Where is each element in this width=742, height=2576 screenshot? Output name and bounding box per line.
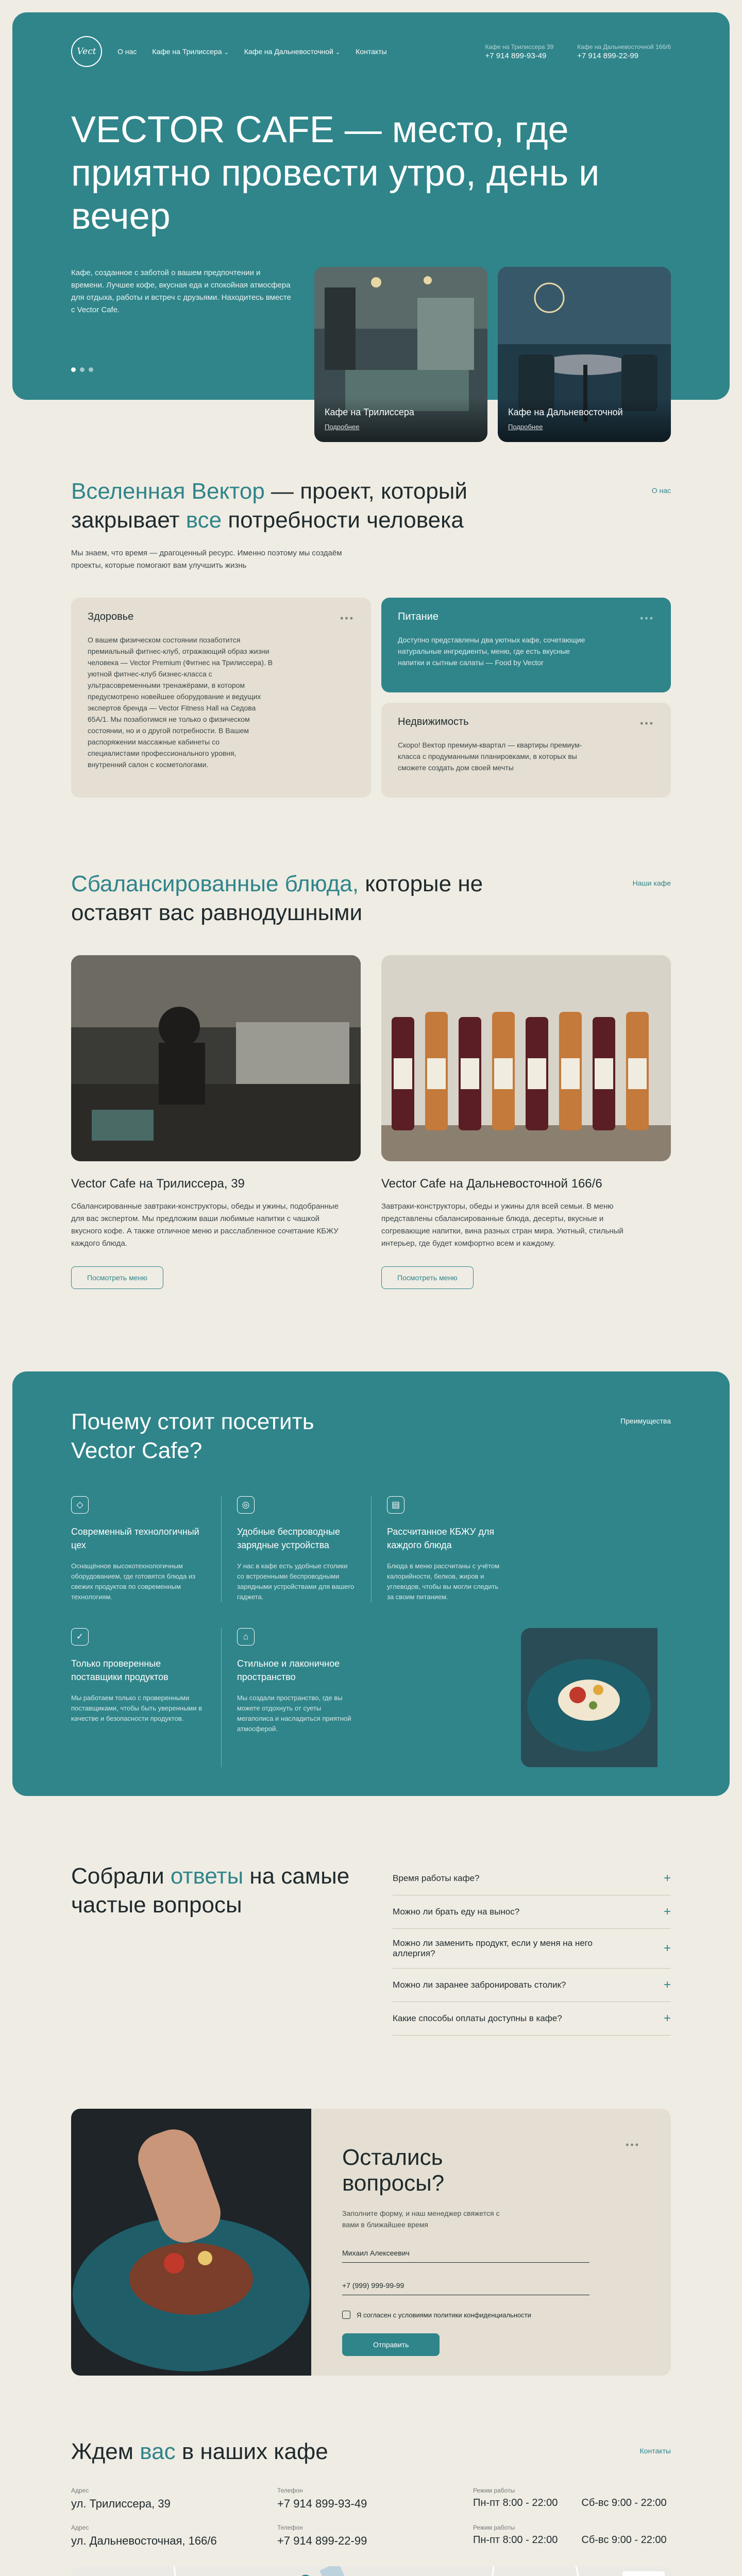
hero-bottom <box>71 267 671 442</box>
faq-title <box>71 1862 360 2036</box>
contact-label: Кафе на Трилиссера 39 <box>485 43 554 50</box>
contact-phone[interactable]: +7 914 899-93-49 <box>485 52 547 60</box>
faq-question: Можно ли заменить продукт, если у меня на него аллергия? <box>393 1938 593 1958</box>
health-card <box>71 598 371 798</box>
phone-cell <box>277 2487 473 2511</box>
title-accent: ответы <box>170 1863 244 1889</box>
dish-photo <box>521 1628 657 1767</box>
feature-item <box>371 1496 521 1602</box>
feature-title: Современный технологичный цех <box>71 1527 199 1550</box>
feature-spacer <box>371 1628 521 1767</box>
hero-text: Кафе, созданное с заботой о вашем предпочтении и времени. Лучшее кофе, вкусная еда и спокойная атмосфера для отдыха, работы и встреч с друзьями. Находитесь вместе с Vector Cafe. <box>71 268 291 314</box>
faq-section <box>0 1862 742 2036</box>
more-icon[interactable]: ••• <box>340 613 355 623</box>
card-title: Кафе на Трилиссера <box>325 407 414 417</box>
name-field[interactable]: Михаил Алексеевич <box>342 2241 589 2263</box>
card-title: Здоровье <box>88 611 134 622</box>
feature-item <box>221 1628 371 1767</box>
chevron-down-icon: ⌄ <box>224 49 229 56</box>
faq-question: Время работы кафе? <box>393 1873 480 1883</box>
dish-image <box>71 2109 311 2376</box>
card-title: Кафе на Дальневосточной <box>508 407 623 417</box>
feature-item <box>71 1628 221 1767</box>
plus-icon[interactable]: + <box>663 2011 671 2025</box>
hero-title: VECTOR CAFE — место, где приятно провести утро, день и вечер <box>71 109 600 237</box>
why-section <box>12 1371 730 1796</box>
contact-form <box>311 2109 671 2376</box>
contacts-link[interactable]: Контакты <box>639 2447 671 2455</box>
syrups-image <box>381 955 671 1161</box>
menu-cards <box>71 955 671 1289</box>
card-title: Недвижимость <box>398 716 469 727</box>
nav-about[interactable]: О нас <box>117 47 137 56</box>
dish-image <box>521 1628 671 1767</box>
menu-header <box>71 870 671 927</box>
why-link[interactable]: Преимущества <box>620 1417 671 1425</box>
map-canvas[interactable] <box>71 2566 671 2576</box>
hero-card-dalnevostochnaya[interactable] <box>498 267 671 442</box>
more-icon: ••• <box>626 2140 640 2150</box>
about-lead: Мы знаем, что время — драгоценный ресурс. Именно поэтому мы создаём проекты, которые помогают вам улучшить жизнь <box>71 549 342 570</box>
contact-phone[interactable]: +7 914 899-22-99 <box>577 52 639 60</box>
features-grid <box>71 1496 671 1767</box>
property-card <box>381 703 671 798</box>
menu-card-title: Vector Cafe на Дальневосточной 166/6 <box>381 1177 602 1191</box>
title-part: которые не оставят вас равнодушными <box>71 871 483 925</box>
hours-cell <box>473 2524 671 2548</box>
faq-list <box>393 1862 671 2036</box>
hero-cards <box>314 267 671 442</box>
plus-icon[interactable]: + <box>663 1905 671 1919</box>
nav-contacts[interactable]: Контакты <box>356 47 387 56</box>
feature-title: Рассчитанное КБЖУ для каждого блюда <box>387 1527 495 1550</box>
feature-text: У нас в кафе есть удобные столики со встроенными беспроводными зарядными устройствами для вашего гаджета. <box>237 1562 355 1601</box>
top-nav <box>71 31 671 72</box>
barista-image <box>71 955 361 1161</box>
cell-label: Телефон <box>277 2487 303 2494</box>
hours-cell <box>473 2487 671 2511</box>
feature-text: Мы создали пространство, где вы можете отдохнуть от суеты мегаполиса и насладиться приятной атмосферой. <box>237 1694 351 1733</box>
faq-item[interactable] <box>393 1929 671 1969</box>
contact-form-section <box>0 2109 742 2376</box>
checkbox-icon[interactable] <box>342 2311 350 2319</box>
about-section <box>0 477 742 798</box>
faq-item[interactable] <box>393 2002 671 2036</box>
shield-icon: ✓ <box>71 1628 89 1646</box>
menu-section <box>0 870 742 1289</box>
contacts-title <box>71 2437 328 2466</box>
syrups-photo <box>381 955 671 1161</box>
view-menu-button[interactable]: Посмотреть меню <box>381 1266 474 1289</box>
about-link[interactable]: О нас <box>651 486 671 495</box>
slider-dot[interactable] <box>80 367 85 372</box>
feature-item <box>221 1496 371 1602</box>
form-wrap <box>71 2109 671 2376</box>
cell-label: Режим работы <box>473 2487 515 2494</box>
charger-icon: ◎ <box>237 1496 255 1514</box>
address-cell <box>71 2487 277 2511</box>
card-title: Питание <box>398 611 439 622</box>
more-icon[interactable]: ••• <box>640 718 654 728</box>
cell-label: Режим работы <box>473 2524 515 2531</box>
title-part: в наших кафе <box>175 2439 328 2464</box>
header-contact-1 <box>485 42 554 61</box>
consent-label: Я согласен с условиями политики конфиденциальности <box>357 2311 531 2319</box>
title-part: на самые частые вопросы <box>71 1863 350 1918</box>
why-header <box>71 1408 671 1465</box>
phone-field[interactable]: +7 (999) 999-99-99 <box>342 2273 589 2295</box>
hours-values <box>473 2534 671 2546</box>
slider-dot[interactable] <box>71 367 76 372</box>
faq-item[interactable] <box>393 1969 671 2002</box>
hero-section <box>12 12 730 431</box>
title-part: Ждем <box>71 2439 140 2464</box>
faq-item[interactable] <box>393 1895 671 1929</box>
food-card <box>381 598 671 692</box>
phone-value[interactable]: +7 914 899-93-49 <box>277 2497 367 2510</box>
why-title: Почему стоит посетить Vector Cafe? <box>71 1409 314 1463</box>
nav-dalnevostochnaya[interactable] <box>244 47 340 56</box>
contacts-header <box>71 2437 671 2466</box>
consent-checkbox[interactable] <box>342 2311 640 2319</box>
phone-cell <box>277 2524 473 2548</box>
hours-values <box>473 2497 671 2509</box>
about-grid <box>71 598 671 798</box>
title-part: — проект, который закрывает <box>71 479 468 533</box>
feature-spacer <box>521 1496 671 1602</box>
card-link[interactable]: Подробнее <box>508 423 543 431</box>
faq-item[interactable] <box>393 1862 671 1895</box>
map[interactable] <box>71 2566 671 2576</box>
nutrition-icon: ▤ <box>387 1496 404 1514</box>
feature-text: Блюда в меню рассчитаны с учётом калорийности, белков, жиров и углеводов, чтобы вы могли следить за своим питанием. <box>387 1562 500 1601</box>
contact-label: Кафе на Дальневосточной 166/6 <box>577 43 671 50</box>
menu-card-text: Завтраки-конструкторы, обеды и ужины для всей семьи. В меню представлены сбалансированные блюда, десерты, вкусные и согревающие напитки, вина разных стран мира. Уютный, стильный интерьер, где будет комфортно всем и каждому. <box>381 1202 623 1248</box>
card-text: Скоро! Вектор премиум-квартал — квартиры премиум-класса с продуманными планировками, в которых вы сможете создать дом своей мечты <box>398 741 582 772</box>
hours-weekend: Сб-вс 9:00 - 22:00 <box>581 2534 667 2546</box>
hero-card-trilissera[interactable] <box>314 267 487 442</box>
hours-weekend: Сб-вс 9:00 - 22:00 <box>581 2497 667 2509</box>
nav-trilissera[interactable] <box>152 47 228 56</box>
card-caption <box>314 398 487 442</box>
menu-card-trilissera <box>71 955 361 1289</box>
card-text: О вашем физическом состоянии позаботится премиальный фитнес-клуб, отражающий образ жизни человека — Vector Premium (Фитнес на Трилиссера). В уютной фитнес-клуб бизнес-класса с ультрасовременными тренажёрами, в котором предусмотрено новейшее оборудование и ведущих экспертов бренда — Vector Fitness Hall на Седова 65А/1. Мы позаботимся не только о физическом состоянии, но и о другой потребности. В Вашем распоряжении массажные кабинеты со специалистами профессионального уровня, внутренний салон с косметологами. <box>88 636 273 769</box>
title-accent: Вселенная Вектор <box>71 479 265 504</box>
form-subtitle: Заполните форму, и наш менеджер свяжется с вами в ближайшее время <box>342 2209 500 2229</box>
address-value: ул. Трилиссера, 39 <box>71 2497 171 2510</box>
feature-text: Оснащённое высокотехнологичным оборудованием, где готовятся блюда из свежих продуктов по современным технологиям. <box>71 1562 196 1601</box>
logo[interactable]: Vect <box>71 36 102 67</box>
about-title <box>71 477 514 535</box>
contacts-section <box>0 2437 742 2576</box>
feature-title: Удобные беспроводные зарядные устройства <box>237 1527 340 1550</box>
title-accent: вас <box>140 2439 176 2464</box>
slider-dot[interactable] <box>89 367 93 372</box>
nav-trilissera-label: Кафе на Трилиссера <box>152 47 222 56</box>
about-right-column <box>381 598 671 798</box>
hours-weekday: Пн-пт 8:00 - 22:00 <box>473 2497 558 2509</box>
plus-icon[interactable]: + <box>663 1871 671 1885</box>
hours-weekday: Пн-пт 8:00 - 22:00 <box>473 2534 558 2546</box>
menu-card-text: Сбалансированные завтраки-конструкторы, обеды и ужины, подобранные для вас экспертом. Мы предложим ваши любимые напитки с чашкой вкусного кофе. А также отличное меню и расслабленное сочетание КБЖУ каждого блюда. <box>71 1202 339 1248</box>
cell-label: Адрес <box>71 2524 89 2531</box>
menu-title <box>71 870 514 927</box>
about-header <box>71 477 671 535</box>
submit-button[interactable]: Отправить <box>342 2333 440 2356</box>
header-contact-2 <box>577 42 671 61</box>
header-contacts <box>485 42 671 61</box>
card-link[interactable]: Подробнее <box>325 423 360 431</box>
menu-card-title: Vector Cafe на Трилиссера, 39 <box>71 1177 245 1191</box>
feature-text: Мы работаем только с проверенными поставщиками, чтобы быть уверенными в качестве и безопасности продуктов. <box>71 1694 203 1722</box>
title-part: Собрали <box>71 1863 171 1889</box>
card-caption <box>498 398 671 442</box>
more-icon[interactable]: ••• <box>640 613 654 623</box>
cell-label: Адрес <box>71 2487 89 2494</box>
address-cell <box>71 2524 277 2548</box>
feature-title: Стильное и лаконичное пространство <box>237 1658 340 1682</box>
address-value: ул. Дальневосточная, 166/6 <box>71 2534 217 2547</box>
form-title: Остались вопросы? <box>342 2145 445 2196</box>
menu-card-dalnevostochnaya <box>381 955 671 1289</box>
space-icon: ⌂ <box>237 1628 255 1646</box>
plus-icon[interactable]: + <box>663 1978 671 1992</box>
nav-dalnevostochnaya-label: Кафе на Дальневосточной <box>244 47 334 56</box>
card-text: Доступно представлены два уютных кафе, сочетающие натуральные ингредиенты, меню, где есть вкусные напитки и сытные салаты — Food by Vector <box>398 636 585 667</box>
title-part: потребности человека <box>222 507 464 533</box>
faq-question: Можно ли заранее забронировать столик? <box>393 1980 566 1990</box>
contacts-table <box>71 2487 671 2548</box>
faq-question: Какие способы оплаты доступны в кафе? <box>393 2013 562 2023</box>
feature-title: Только проверенные поставщики продуктов <box>71 1658 168 1682</box>
title-accent: Сбалансированные блюда, <box>71 871 359 896</box>
faq-question: Можно ли брать еду на вынос? <box>393 1907 520 1917</box>
plating-photo <box>71 2109 311 2376</box>
workshop-icon: ◇ <box>71 1496 89 1514</box>
feature-item <box>71 1496 221 1602</box>
plus-icon[interactable]: + <box>663 1941 671 1955</box>
barista-photo <box>71 955 361 1161</box>
title-accent: все <box>185 507 222 533</box>
menu-link[interactable]: Наши кафе <box>632 879 671 887</box>
chevron-down-icon: ⌄ <box>335 49 341 56</box>
slider-dots[interactable] <box>71 367 93 372</box>
phone-value[interactable]: +7 914 899-22-99 <box>277 2534 367 2547</box>
cell-label: Телефон <box>277 2524 303 2531</box>
view-menu-button[interactable]: Посмотреть меню <box>71 1266 163 1289</box>
